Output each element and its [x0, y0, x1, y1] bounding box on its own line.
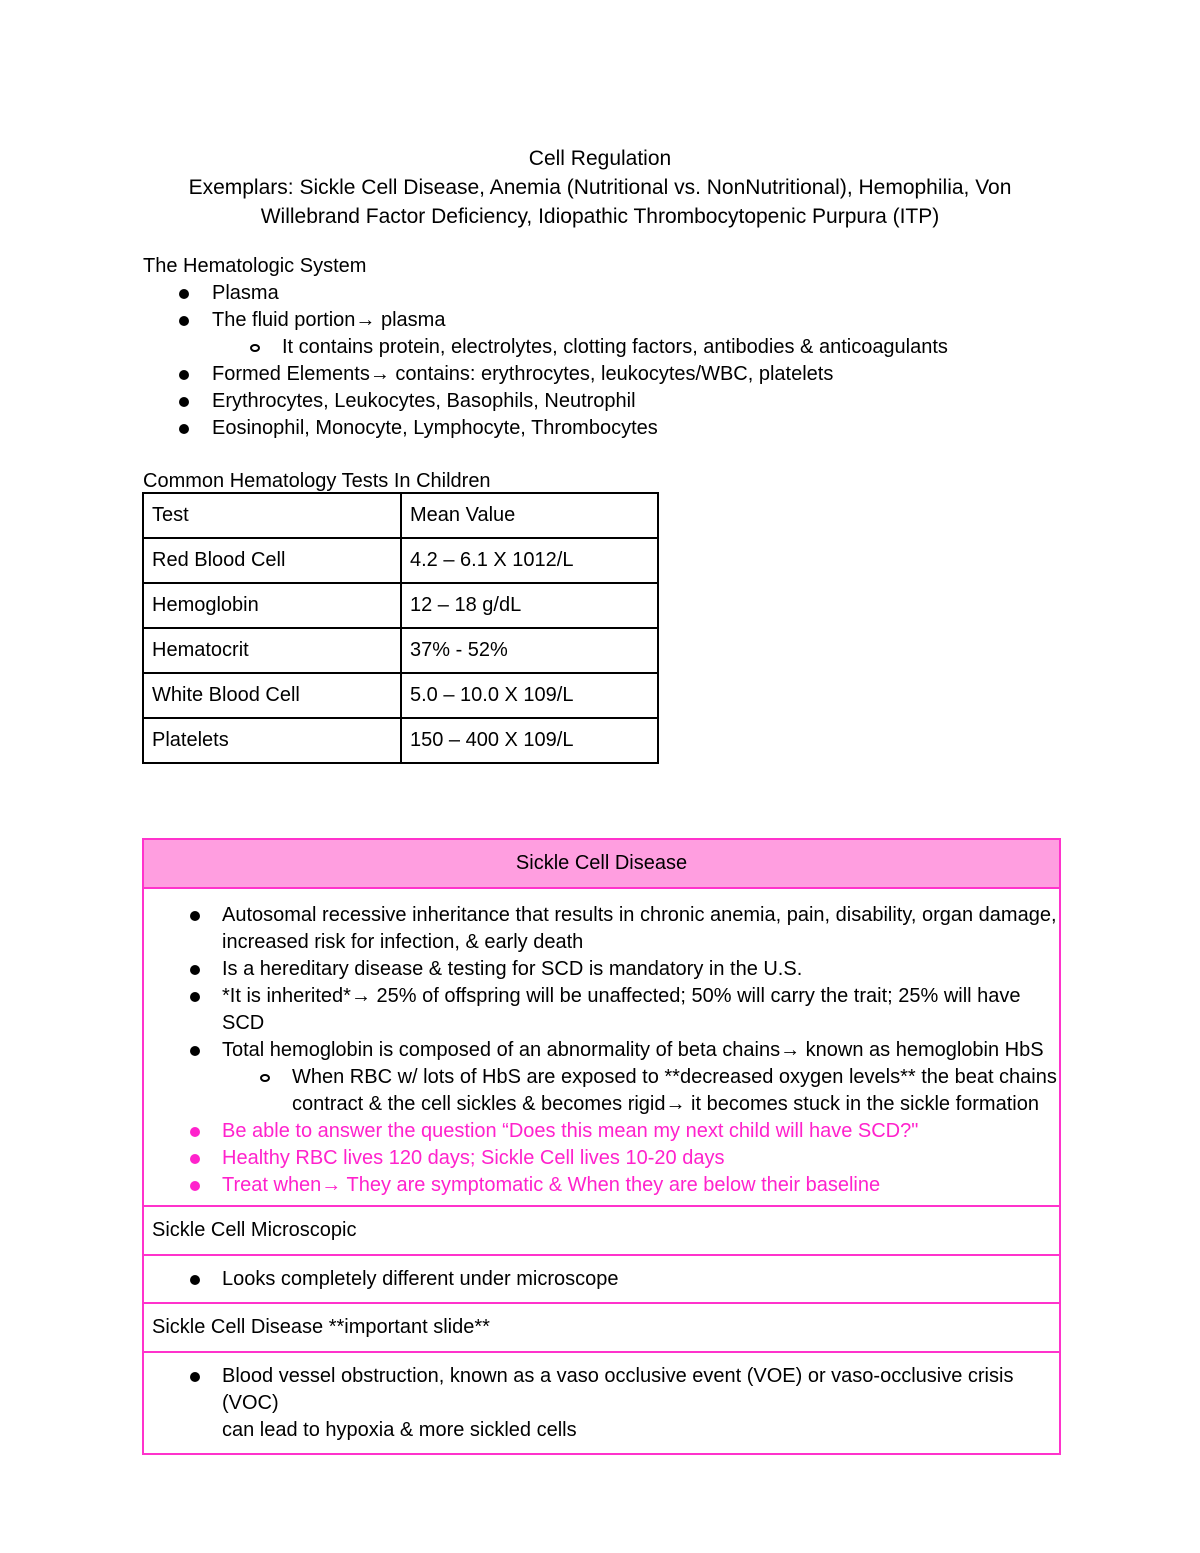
table-row [143, 718, 658, 763]
table-header-row [143, 493, 658, 538]
sickle-cell-table [142, 838, 1061, 1455]
table-row [143, 583, 658, 628]
sickle-cell-important-label: Sickle Cell Disease **important slide** [144, 1302, 1059, 1351]
hematologic-list [143, 280, 1043, 442]
list-item: The fluid portion→ plasma [143, 307, 1043, 334]
mean-value-cell: 4.2 – 6.1 X 1012/L [401, 538, 658, 583]
list-item: Is a hereditary disease & testing for SCD is mandatory in the U.S. [144, 956, 1059, 983]
list-item: Total hemoglobin is composed of an abnormality of beta chains→ known as hemoglobin HbS [144, 1037, 1059, 1064]
document-header [140, 144, 1060, 231]
list-item: Blood vessel obstruction, known as a vaso occlusive event (VOE) or vaso-occlusive crisis (VOC) [144, 1363, 1059, 1417]
bullet-icon [190, 1372, 200, 1382]
list-item-continuation: can lead to hypoxia & more sickled cells [222, 1419, 577, 1441]
list-item-continuation: contract & the cell sickles & becomes rigid→ it becomes stuck in the sickle formation [292, 1093, 1039, 1115]
sickle-cell-microscopic-label: Sickle Cell Microscopic [144, 1205, 1059, 1254]
list-item: It contains protein, electrolytes, clotting factors, antibodies & anticoagulants [143, 334, 1043, 361]
bullet-icon [179, 370, 189, 380]
table-row [143, 538, 658, 583]
test-name-cell: White Blood Cell [143, 673, 401, 718]
sickle-cell-microscopic-notes [144, 1254, 1059, 1302]
list-item: Formed Elements→ contains: erythrocytes, leukocytes/WBC, platelets [143, 361, 1043, 388]
mean-value-cell: 5.0 – 10.0 X 109/L [401, 673, 658, 718]
bullet-icon [190, 992, 200, 1002]
list-item: *It is inherited*→ 25% of offspring will be unaffected; 50% will carry the trait; 25% will have SCD [144, 983, 1059, 1037]
list-item: Looks completely different under microscope [144, 1266, 1059, 1293]
list-item-highlight: Treat when→ They are symptomatic & When they are below their baseline [144, 1172, 1059, 1199]
test-name-cell: Platelets [143, 718, 401, 763]
mean-value-cell: 37% - 52% [401, 628, 658, 673]
mean-value-cell: 150 – 400 X 109/L [401, 718, 658, 763]
list-item-highlight: Be able to answer the question “Does this mean my next child will have SCD?" [144, 1118, 1059, 1145]
hematologic-heading: The Hematologic System [143, 255, 367, 277]
bullet-icon [190, 1154, 200, 1164]
test-name-cell: Red Blood Cell [143, 538, 401, 583]
tests-heading: Common Hematology Tests In Children [143, 470, 491, 492]
bullet-icon [190, 1275, 200, 1285]
bullet-icon [190, 1127, 200, 1137]
bullet-icon [190, 911, 200, 921]
bullet-icon [179, 316, 189, 326]
hollow-bullet-icon [250, 344, 260, 352]
hematology-tests-table [142, 492, 659, 764]
column-header-mean-value: Mean Value [401, 493, 658, 538]
hollow-bullet-icon [260, 1074, 270, 1082]
list-item: Erythrocytes, Leukocytes, Basophils, Neutrophil [143, 388, 1043, 415]
bullet-icon [190, 965, 200, 975]
table-row [143, 673, 658, 718]
sickle-cell-header: Sickle Cell Disease [144, 840, 1059, 887]
bullet-icon [179, 424, 189, 434]
sickle-cell-bullets [144, 902, 1059, 1199]
exemplars-line-1: Exemplars: Sickle Cell Disease, Anemia (Nutritional vs. NonNutritional), Hemophilia, Von [188, 176, 1012, 199]
bullet-icon [179, 289, 189, 299]
list-item: Plasma [143, 280, 1043, 307]
page-title: Cell Regulation [528, 147, 672, 170]
list-item: When RBC w/ lots of HbS are exposed to **decreased oxygen levels** the beat chains [144, 1064, 1059, 1091]
list-item-continuation: increased risk for infection, & early death [222, 931, 584, 953]
column-header-test: Test [143, 493, 401, 538]
list-item: Eosinophil, Monocyte, Lymphocyte, Thrombocytes [143, 415, 1043, 442]
sickle-cell-important-notes [144, 1351, 1059, 1453]
exemplars-line-2: Willebrand Factor Deficiency, Idiopathic Thrombocytopenic Purpura (ITP) [260, 205, 940, 228]
test-name-cell: Hematocrit [143, 628, 401, 673]
list-item: Autosomal recessive inheritance that results in chronic anemia, pain, disability, organ damage, [144, 902, 1059, 929]
bullet-icon [179, 397, 189, 407]
test-name-cell: Hemoglobin [143, 583, 401, 628]
mean-value-cell: 12 – 18 g/dL [401, 583, 658, 628]
table-row [143, 628, 658, 673]
list-item-highlight: Healthy RBC lives 120 days; Sickle Cell lives 10-20 days [144, 1145, 1059, 1172]
bullet-icon [190, 1046, 200, 1056]
sickle-cell-notes [144, 887, 1059, 1205]
bullet-icon [190, 1181, 200, 1191]
